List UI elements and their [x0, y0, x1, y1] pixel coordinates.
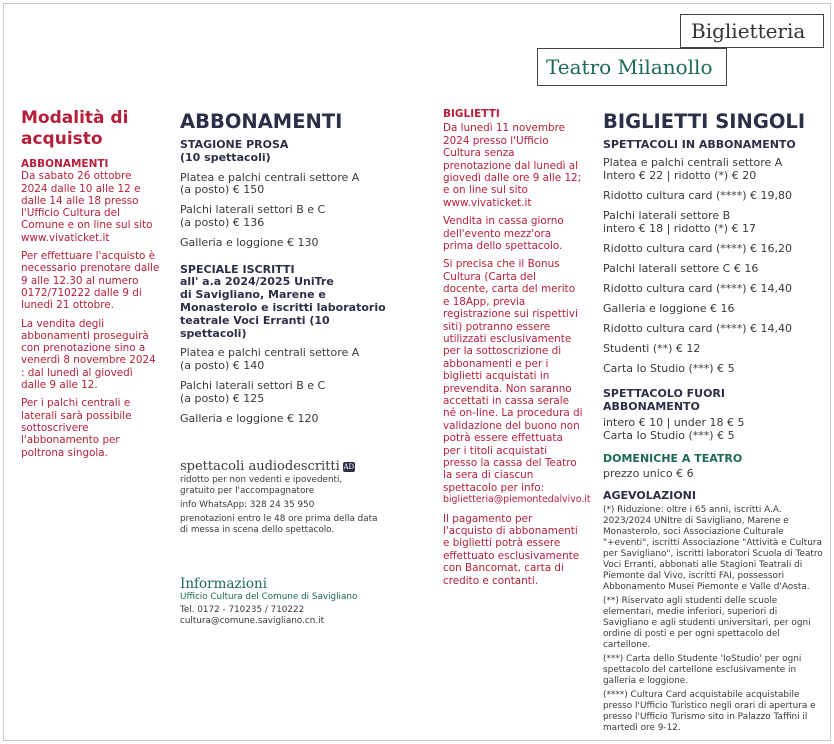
- speciale-title-5: teatrale Voci Erranti (10 spettacoli): [180, 313, 330, 340]
- biglietti-text-1: Da lunedì 11 novembre 2024 presso l'Ufficio Cultura senza prenotazione dal lunedì al giovedì dalle ore 9 alle 12; e on line sul sito www.vivaticket.it: [443, 122, 582, 209]
- info-email: cultura@comune.savigliano.cn.it: [180, 616, 325, 627]
- prosa-price-3: Galleria e loggione € 130: [180, 235, 319, 249]
- price-row-6: Ridotto cultura card (****) € 14,40: [603, 282, 793, 295]
- abbonamenti-text-3: La vendita degli abbonamenti proseguirà con prenotazione sino a venerdì 8 novembre 2024 : dal lunedì al giovedì dalle 9 alle 12.: [21, 317, 156, 392]
- spettacoli-abbonamento-subheading: SPETTACOLI IN ABBONAMENTO: [603, 138, 796, 151]
- biglietti-column: [443, 108, 591, 587]
- note-2: (**) Riservato agli studenti delle scuole elementari, medie inferiori, superiori di Savigliano e agli studenti universitari, per ogni ordine di posti e per ogni spettacolo del cartellone.: [603, 596, 811, 650]
- fuori-row-1: intero € 10 | under 18 € 5: [603, 416, 745, 429]
- audio-title: [180, 459, 395, 475]
- domeniche-subheading: DOMENICHE A TEATRO: [603, 452, 743, 465]
- speciale-title-4: Monasterolo e iscritti laboratorio: [180, 300, 386, 314]
- audio-line-1: ridotto per non vedenti e ipovedenti,: [180, 475, 343, 486]
- price-row-2: Ridotto cultura card (****) € 19,80: [603, 189, 793, 202]
- info-title: Informazioni: [180, 576, 268, 593]
- prosa-price-2: Palchi laterali settori B e C: [180, 203, 326, 217]
- abbonamenti-text-1: Da sabato 26 ottobre 2024 dalle 10 alle 12 e dalle 14 alle 18 presso l'Ufficio Cultura del Comune e on line sul sito www.vivaticket.it: [21, 170, 153, 244]
- info-office: Ufficio Cultura del Comune di Savigliano: [180, 592, 358, 603]
- speciale-price-2: Palchi laterali settori B e C: [180, 378, 326, 392]
- agevolazioni-subheading: AGEVOLAZIONI: [603, 489, 696, 502]
- prosa-price-2b: (a posto) € 136: [180, 215, 265, 229]
- audiodescription-icon: AD: [343, 462, 355, 471]
- abbonamenti-text-2: Per effettuare l'acquisto è necessario prenotare dalle 9 alle 12.30 al numero 0172/710222 dalle 9 di lunedì 21 ottobre.: [21, 250, 160, 312]
- price-row-9: Studenti (**) € 12: [603, 342, 701, 355]
- biglietti-singoli-title: BIGLIETTI SINGOLI: [603, 110, 806, 133]
- info-phone: Tel. 0172 - 710235 / 710222: [180, 605, 305, 616]
- speciale-title: SPECIALE ISCRITTI: [180, 262, 295, 276]
- price-row-10: Carta Io Studio (***) € 5: [603, 362, 735, 375]
- audio-whatsapp: info WhatsApp: 328 24 35 950: [180, 500, 315, 511]
- prosa-subtitle: (10 spettacoli): [180, 150, 271, 164]
- price-row-5: Palchi laterali settore C € 16: [603, 262, 759, 275]
- abbonamenti-text-4: Per i palchi centrali e laterali sarà possibile sottoscrivere l'abbonamento per poltrona singola.: [21, 397, 132, 459]
- fuori-abbonamento-subheading: SPETTACOLO FUORI ABBONAMENTO: [603, 387, 725, 413]
- biglietti-singoli-column: [603, 110, 823, 734]
- teatro-label: Teatro Milanollo: [537, 48, 727, 86]
- biglietteria-label: Biglietteria: [680, 14, 824, 48]
- speciale-price-1b: (a posto) € 140: [180, 359, 265, 373]
- price-row-1a: Platea e palchi centrali settore A: [603, 156, 783, 169]
- speciale-price-2b: (a posto) € 125: [180, 391, 265, 405]
- modalita-acquisto-column: [21, 108, 161, 459]
- biglietti-text-2: Vendita in cassa giorno dell'evento mezz'ora prima dello spettacolo.: [443, 215, 564, 253]
- note-4: (****) Cultura Card acquistabile acquistabile presso l'Ufficio Turistico negli orari di apertura e presso l'Ufficio Turismo sito in Palazzo Taffini il martedì ore 9-12.: [603, 690, 816, 733]
- stagione-prosa-section: [180, 139, 395, 250]
- price-row-8: Ridotto cultura card (****) € 14,40: [603, 322, 793, 335]
- abbonamenti-column: [180, 110, 395, 627]
- prosa-price-1b: (a posto) € 150: [180, 183, 265, 197]
- audio-line-2: gratuito per l'accompagnatore: [180, 486, 315, 497]
- audiodescritti-section: [180, 459, 395, 536]
- speciale-price-3: Galleria e loggione € 120: [180, 411, 319, 425]
- fuori-row-2: Carta Io Studio (***) € 5: [603, 429, 735, 442]
- prosa-title: STAGIONE PROSA: [180, 138, 289, 151]
- biglietti-subheading: BIGLIETTI: [443, 108, 500, 120]
- speciale-price-1: Platea e palchi centrali settore A: [180, 346, 360, 360]
- speciale-title-2: all' a.a 2024/2025 UniTre: [180, 275, 334, 289]
- audio-line-4: prenotazioni entro le 48 ore prima della data: [180, 514, 378, 525]
- price-row-3b: intero € 18 | ridotto (*) € 17: [603, 222, 757, 235]
- informazioni-section: [180, 576, 395, 627]
- biglietteria-email: biglietteria@piemontedalvivo.it: [443, 494, 591, 506]
- note-1: (*) Riduzione: oltre i 65 anni, iscritti A.A. 2023/2024 UNItre di Savigliano, Marene e Monasterolo, soci Associazione Culturale "+eventi", iscritti Associazione "Attività e Cultura per Savigliano", iscritti laboratori Scuola di Teatro Voci Erranti, abbonati alle Stagioni Teatrali di Piemonte dal Vivo, iscritti FAI, possessori Abbonamento Musei Piemonte e Valle d'Aosta.: [603, 505, 823, 592]
- biglietti-text-4: Il pagamento per l'acquisto di abbonamenti e biglietti potrà essere effettuato esclusivamente con Bancomat, carta di credito e contanti.: [443, 512, 580, 587]
- abbonamenti-title: ABBONAMENTI: [180, 110, 343, 133]
- price-row-1b: Intero € 22 | ridotto (*) € 20: [603, 169, 757, 182]
- speciale-iscritti-section: [180, 264, 395, 426]
- price-row-4: Ridotto cultura card (****) € 16,20: [603, 242, 793, 255]
- biglietti-text-3: Si precisa che il Bonus Cultura (Carta del docente, carta del merito e 18App, previa registrazione sui rispettivi siti) potranno essere utilizzati esclusivamente per la sottoscrizione di abbonamenti e per i biglietti acquistati in prevendita. Non saranno accettati in cassa serale né on-line. La procedura di validazione del buono non potrà essere effettuata per i titoli acquistati presso la cassa del Teatro la sera di ciascun spettacolo per info:: [443, 258, 583, 494]
- speciale-title-3: di Savigliano, Marene e: [180, 288, 326, 302]
- prosa-price-1: Platea e palchi centrali settore A: [180, 170, 360, 184]
- audio-title-text: spettacoli audiodescritti: [180, 459, 340, 475]
- domeniche-price: prezzo unico € 6: [603, 467, 694, 480]
- note-3: (***) Carta dello Studente 'IoStudio' per ogni spettacolo del cartellone esclusivamente in galleria e loggione.: [603, 654, 802, 686]
- price-row-7: Galleria e loggione € 16: [603, 302, 735, 315]
- audio-line-5: di messa in scena dello spettacolo.: [180, 525, 335, 536]
- abbonamenti-subheading: ABBONAMENTI: [21, 158, 109, 170]
- modalita-title: Modalità di acquisto: [21, 108, 129, 149]
- price-row-3a: Palchi laterali settore B: [603, 209, 731, 222]
